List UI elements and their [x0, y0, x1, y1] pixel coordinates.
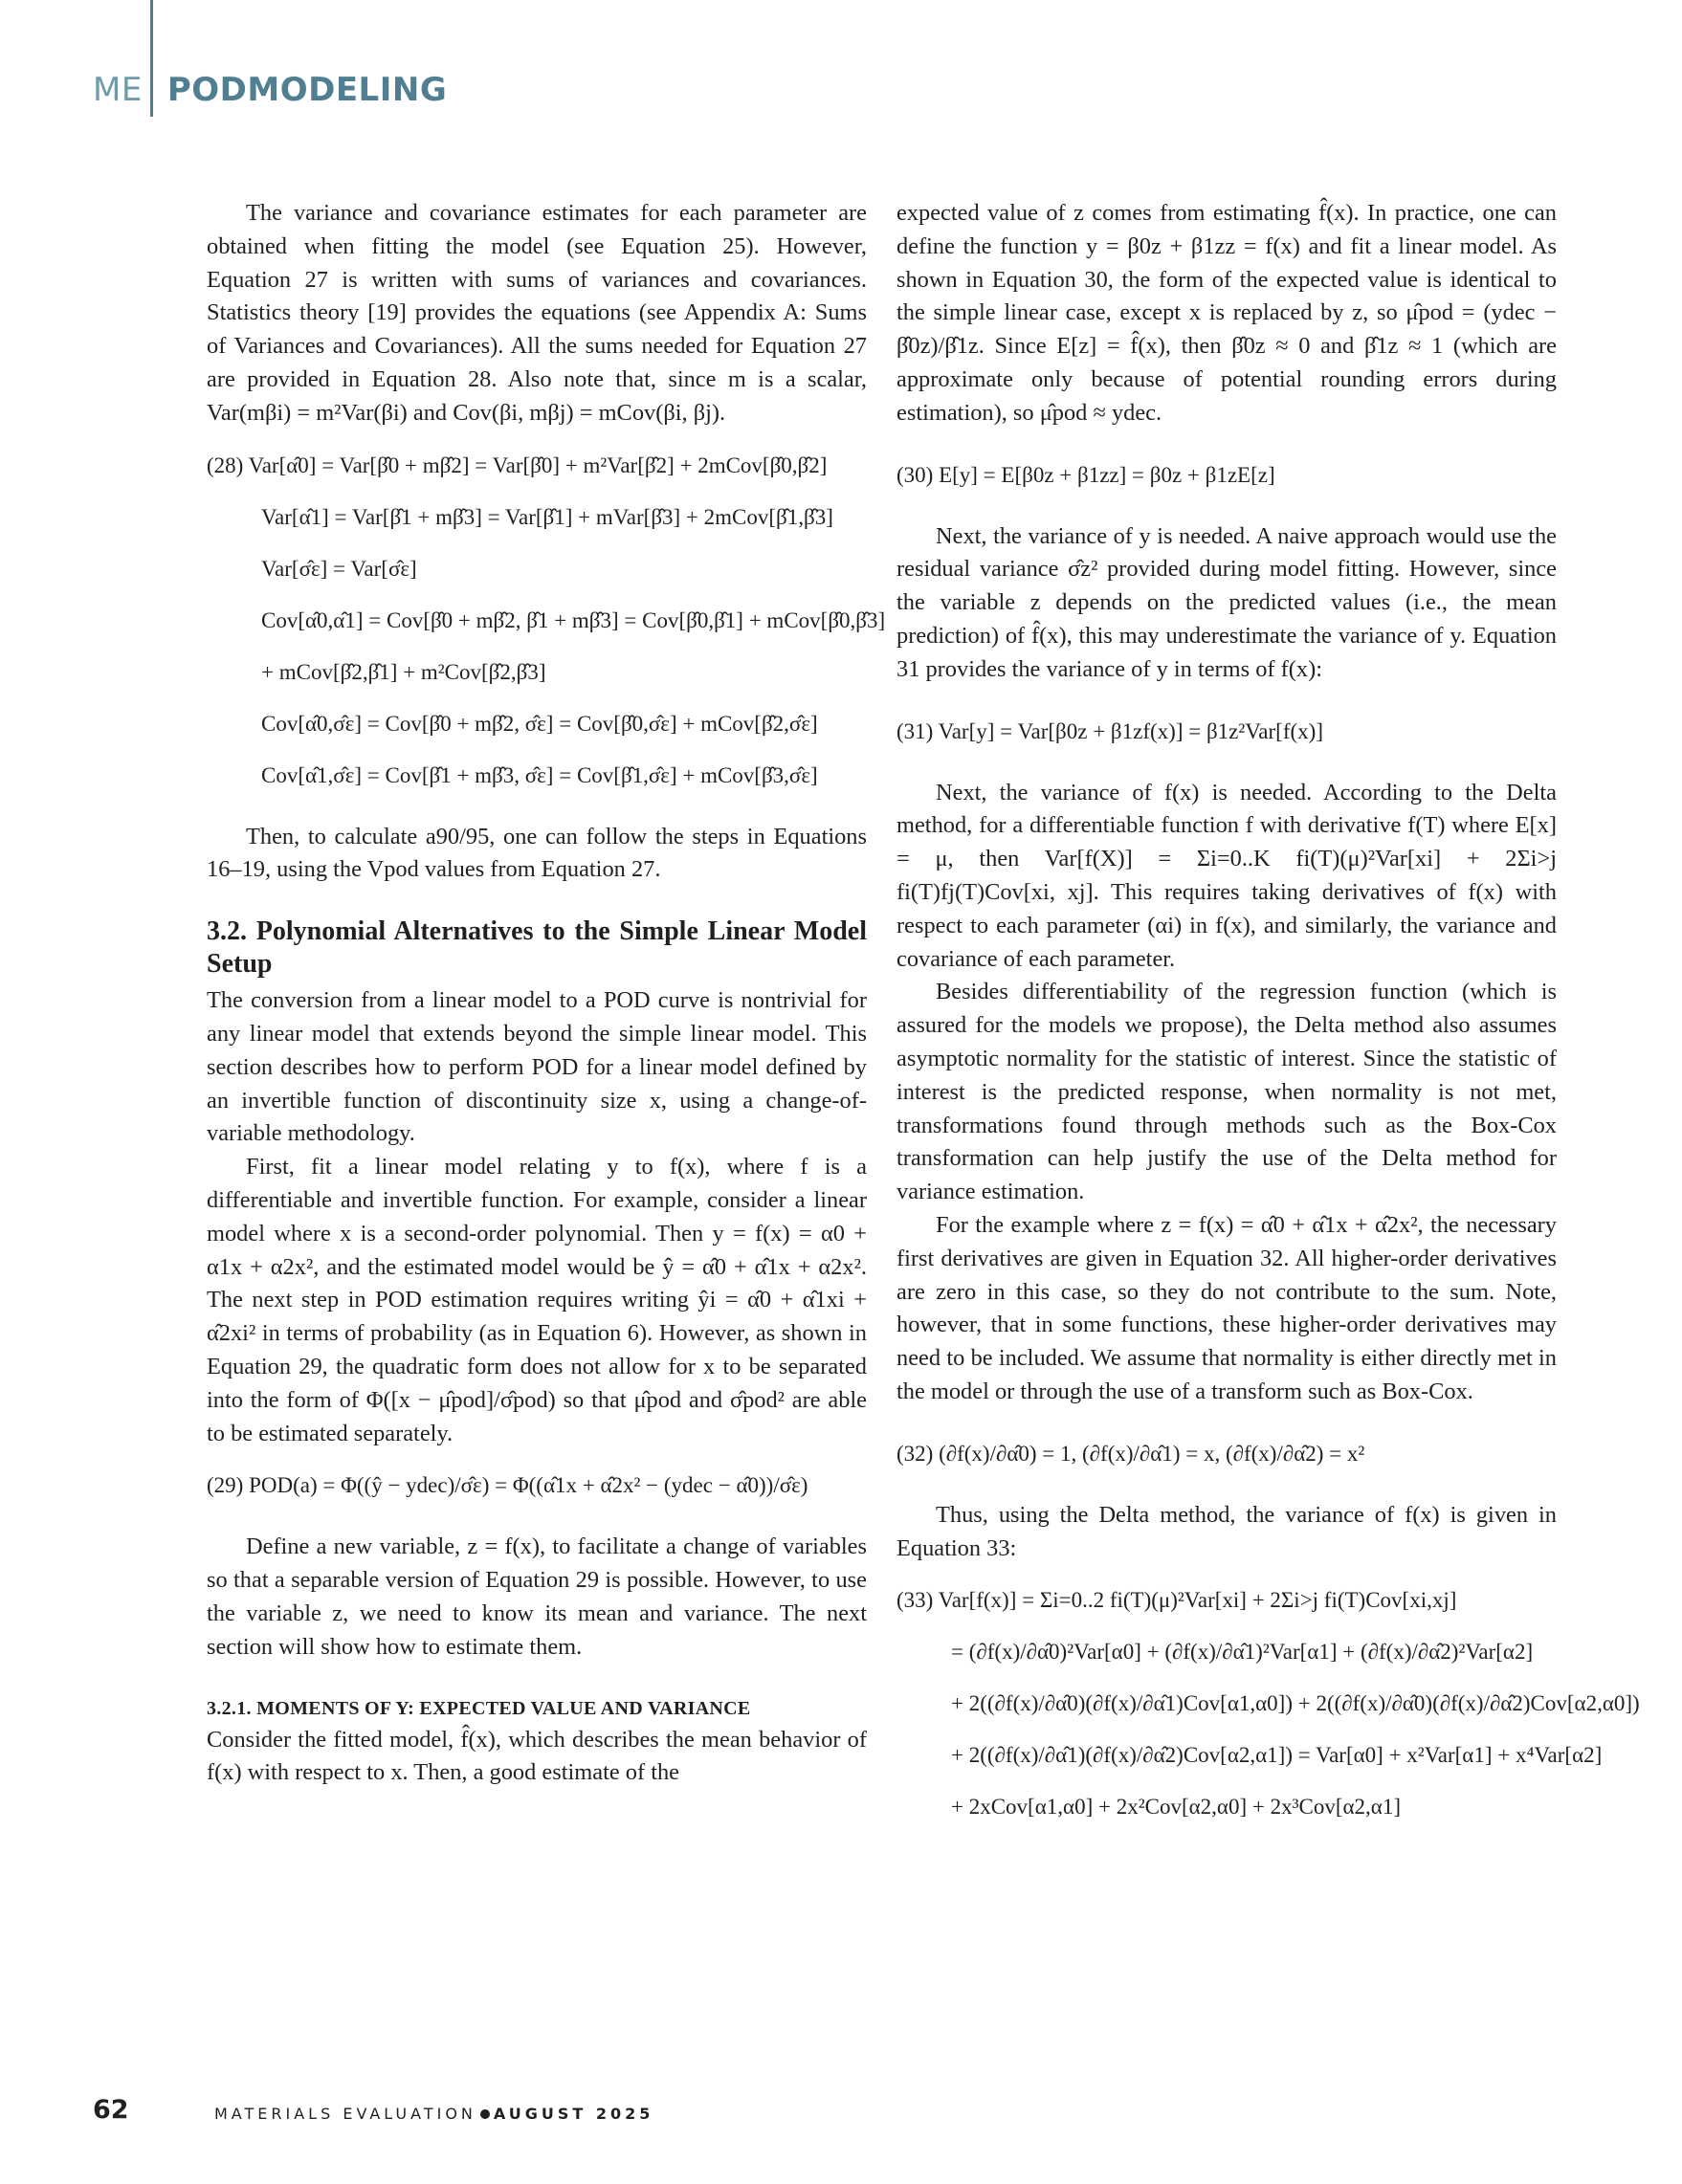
paragraph: expected value of z comes from estimating f̂(x). In practice, one can define the function y = β0z + β1zz = f(x) and fit a linear model. As shown in Equation 30, the form of the expected value is identical to the simple linear case, except x is replaced by z, so μ̂pod = (ydec − β̂0z)/β̂1z. Since E[z] = f̂(x), then β̂0z ≈ 0 and β̂1z ≈ 1 (which are approximate only because of potential rounding errors during estimation), so μ̂pod ≈ ydec.: [896, 200, 1557, 426]
equation-28-line: Var[σ̂ε] = Var[σ̂ε]: [261, 556, 417, 581]
equation-28-line: (28) Var[α̂0] = Var[β̂0 + mβ̂2] = Var[β̂0] + m²Var[β̂2] + 2mCov[β̂0,β̂2]: [207, 452, 828, 477]
journal-footer: [214, 2105, 653, 2123]
equation-28-line: Cov[α̂1,σ̂ε] = Cov[β̂1 + mβ̂3, σ̂ε] = Cov[β̂1,σ̂ε] + mCov[β̂3,σ̂ε]: [261, 762, 818, 787]
paragraph: Next, the variance of y is needed. A naive approach would use the residual variance σ̂z² provided during model fitting. However, since the variable z depends on the predicted values (i.e., the mean prediction) of f̂(x), this may underestimate the variance of y. Equation 31 provides the variance of y in terms of f(x):: [896, 522, 1557, 682]
section-heading: 3.2. Polynomial Alternatives to the Simple Linear Model Setup: [207, 916, 867, 980]
paragraph: The variance and covariance estimates for each parameter are obtained when fitting the model (see Equation 25). However, Equation 27 is written with sums of variances and covariances. Statistics theory [19] provides the equations (see Appendix A: Sums of Variances and Covariances). All the sums needed for Equation 27 are provided in Equation 28. Also note that, since m is a scalar, Var(mβi) = m²Var(βi) and Cov(βi, mβj) = mCov(βi, βj).: [207, 200, 867, 426]
section-header: [93, 71, 447, 109]
equation-30: (30) E[y] = E[β0z + β1zz] = β0z + β1zE[z]: [896, 462, 1275, 487]
journal-name: MATERIALS EVALUATION: [214, 2105, 476, 2123]
equation-33-line: = (∂f(x)/∂α̂0)²Var[α0] + (∂f(x)/∂α̂1)²Var[α1] + (∂f(x)/∂α̂2)²Var[α2]: [951, 1640, 1534, 1665]
paragraph: Consider the fitted model, f̂(x), which describes the mean behavior of f(x) with respect to x. Then, a good estimate of the: [207, 1726, 867, 1786]
equation-33-line: + 2((∂f(x)/∂α̂0)(∂f(x)/∂α̂1)Cov[α1,α0]) + 2((∂f(x)/∂α̂0)(∂f(x)/∂α̂2)Cov[α2,α0]): [951, 1691, 1640, 1716]
header-me: ME: [93, 71, 143, 109]
header-modeling: MODELING: [247, 71, 448, 109]
paragraph: First, fit a linear model relating y to f(x), where f is a differentiable and invertible function. For example, consider a linear model where x is a second-order polynomial. Then y = f(x) = α0 + α1x + α2x², and the estimated model would be ŷ = α̂0 + α̂1x + α2x². The next step in POD estimation requires writing ŷi = α̂0 + α̂1xi + α̂2xi² in terms of probability (as in Equation 6). However, as shown in Equation 29, the quadratic form does not allow for x to be separated into the form of Φ([x − μ̂pod]/σ̂pod) so that μ̂pod and σ̂pod² are able to be estimated separately.: [207, 1154, 867, 1446]
issue-date: AUGUST 2025: [493, 2105, 654, 2123]
subsection-heading: 3.2.1. MOMENTS OF Y: EXPECTED VALUE AND VARIANCE: [207, 1697, 751, 1719]
equation-31: (31) Var[y] = Var[β0z + β1zf(x)] = β1z²Var[f(x)]: [896, 718, 1323, 743]
paragraph: Then, to calculate a90/95, one can follow the steps in Equations 16–19, using the Vpod values from Equation 27.: [207, 823, 867, 883]
equation-32: (32) (∂f(x)/∂α̂0) = 1, (∂f(x)/∂α̂1) = x, (∂f(x)/∂α̂2) = x²: [896, 1441, 1365, 1466]
paragraph: Thus, using the Delta method, the variance of f(x) is given in Equation 33:: [896, 1501, 1557, 1561]
paragraph: For the example where z = f(x) = α̂0 + α̂1x + α̂2x², the necessary first derivatives are given in Equation 32. All higher-order derivatives are zero in this case, so they do not contribute to the sum. Note, however, that in some functions, these higher-order derivatives may need to be included. We assume that normality is either directly met in the model or through the use of a transform such as Box-Cox.: [896, 1211, 1557, 1404]
paragraph: Define a new variable, z = f(x), to facilitate a change of variables so that a separable version of Equation 29 is possible. However, to use the variable z, we need to know its mean and variance. The next section will show how to estimate them.: [207, 1533, 867, 1660]
page-number: 62: [93, 2095, 129, 2125]
equation-28-line: Cov[α̂0,α̂1] = Cov[β̂0 + mβ̂2, β̂1 + mβ̂3] = Cov[β̂0,β̂1] + mCov[β̂0,β̂3]: [261, 607, 886, 632]
right-column: [896, 197, 1640, 1823]
left-column: [207, 197, 886, 1790]
equation-33-line: + 2((∂f(x)/∂α̂1)(∂f(x)/∂α̂2)Cov[α2,α1]) = Var[α0] + x²Var[α1] + x⁴Var[α2]: [951, 1743, 1603, 1768]
bullet-dot: [480, 2109, 490, 2119]
paragraph: Besides differentiability of the regression function (which is assured for the models we propose), the Delta method also assumes asymptotic normality for the statistic of interest. Since the statistic of interest is the predicted response, when normality is not met, transformations found through methods such as the Box-Cox transformation can help justify the use of the Delta method for variance estimation.: [896, 979, 1557, 1205]
equation-28-line: + mCov[β̂2,β̂1] + m²Cov[β̂2,β̂3]: [261, 659, 546, 684]
equation-28-line: Cov[α̂0,σ̂ε] = Cov[β̂0 + mβ̂2, σ̂ε] = Cov[β̂0,σ̂ε] + mCov[β̂2,σ̂ε]: [261, 711, 818, 736]
paragraph: Next, the variance of f(x) is needed. According to the Delta method, for a differentiable function f with derivative f(T) where E[x] = μ, then Var[f(X)] = Σi=0..K fi(T)(μ)²Var[xi] + 2Σi>j fi(T)fj(T)Cov[xi, xj]. This requires taking derivatives of f(x) with respect to each parameter (αi) in f(x), and similarly, the variance and covariance of each parameter.: [896, 779, 1557, 972]
equation-28-line: Var[α̂1] = Var[β̂1 + mβ̂3] = Var[β̂1] + mVar[β̂3] + 2mCov[β̂1,β̂3]: [261, 504, 833, 529]
equation-33-line: (33) Var[f(x)] = Σi=0..2 fi(T)(μ)²Var[xi] + 2Σi>j fi(T)Cov[xi,xj]: [896, 1588, 1457, 1613]
equation-29: (29) POD(a) = Φ((ŷ − ydec)/σ̂ε) = Φ((α̂1x + α̂2x² − (ydec − α̂0))/σ̂ε): [207, 1473, 808, 1498]
equation-33-line: + 2xCov[α1,α0] + 2x²Cov[α2,α0] + 2x³Cov[α2,α1]: [951, 1795, 1401, 1820]
paragraph: The conversion from a linear model to a POD curve is nontrivial for any linear model that extends beyond the simple linear model. This section describes how to perform POD for a linear model defined by an invertible function of discontinuity size x, using a change-of-variable methodology.: [207, 987, 867, 1147]
header-pod: POD: [166, 71, 248, 109]
